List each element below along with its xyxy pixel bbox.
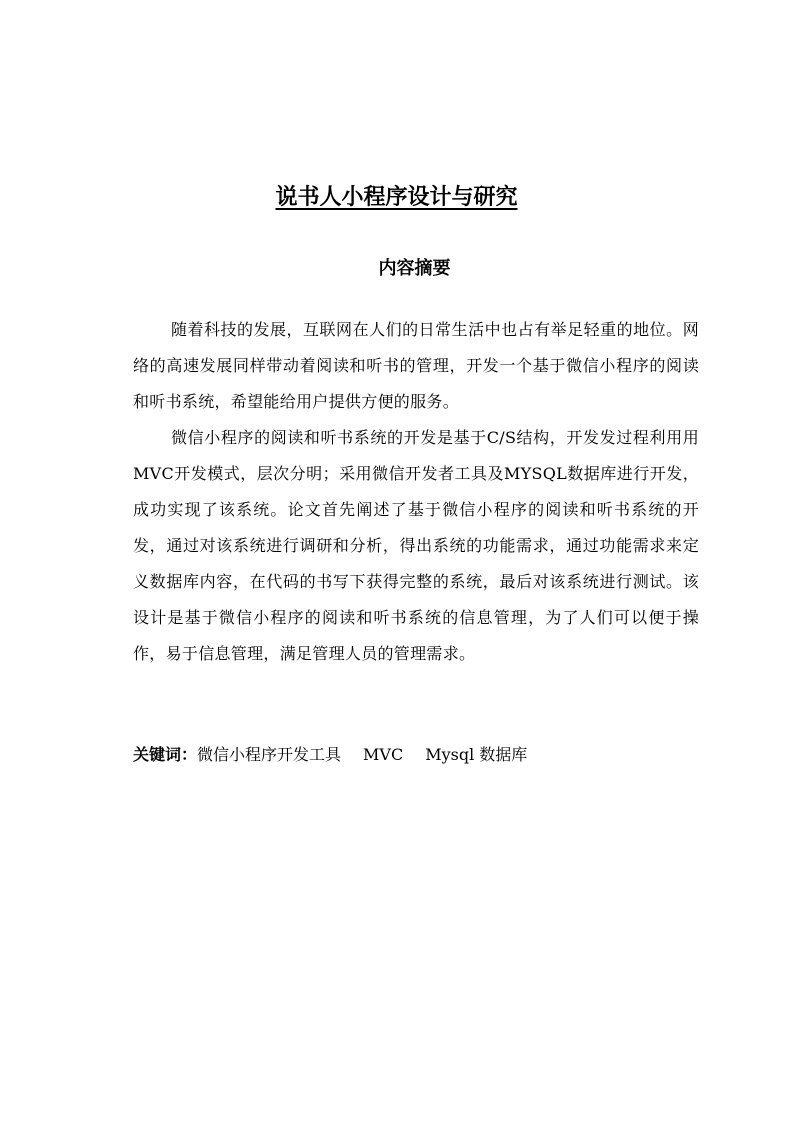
paper-title xyxy=(0,180,793,216)
abstract-paragraph-1: 随着科技的发展，互联网在人们的日常生活中也占有举足轻重的地位。网络的高速发展同样带动着阅读和听书的管理，开发一个基于微信小程序的阅读和听书系统，希望能给用户提供方便的服务。 xyxy=(133,320,699,411)
paper-title-text: 说书人小程序设计与研究 xyxy=(275,185,518,210)
keyword-item: MVC xyxy=(363,745,404,764)
keywords-line xyxy=(133,739,699,771)
keywords-label: 关键词： xyxy=(133,745,198,764)
keyword-item: Mysql 数据库 xyxy=(425,745,528,764)
abstract-paragraph-2: 微信小程序的阅读和听书系统的开发是基于C/S结构，开发发过程利用用MVC开发模式，层次分明；采用微信开发者工具及MYSQL数据库进行开发，成功实现了该系统。论文首先阐述了基于微信小程序的阅读和听书系统的开发，通过对该系统进行调研和分析，得出系统的功能需求，通过功能需求来定义数据库内容，在代码的书写下获得完整的系统，最后对该系统进行测试。该设计是基于微信小程序的阅读和听书系统的信息管理，为了人们可以便于操作，易于信息管理，满足管理人员的管理需求。 xyxy=(133,428,699,663)
abstract-body xyxy=(133,312,699,672)
abstract-heading: 内容摘要 xyxy=(378,258,451,279)
keyword-item: 微信小程序开发工具 xyxy=(197,745,342,764)
